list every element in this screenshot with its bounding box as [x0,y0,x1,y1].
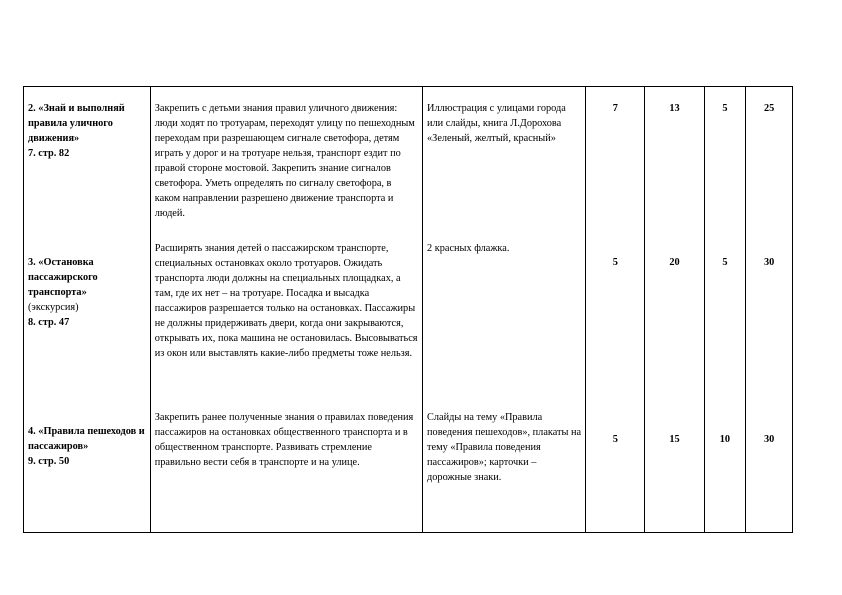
number-cell: 7 [586,87,645,242]
topic-cell [24,241,151,410]
number-cell: 5 [586,241,645,410]
number-cell: 25 [746,87,793,242]
topic-cell [24,87,151,242]
number-cell: 30 [746,241,793,410]
materials-cell: 2 красных флажка. [423,241,586,410]
table-row [24,410,793,533]
number-cell: 5 [586,410,645,533]
topic-reference: 8. стр. 47 [28,317,70,328]
topic-reference: 9. стр. 50 [28,456,70,467]
topic-reference: 7. стр. 82 [28,148,70,159]
goals-cell: Закрепить ранее полученные знания о правилах поведения пассажиров на остановках общественного транспорта и в общественном транспорте. Развивать стремление правильно вести себя в транспорте и на улице. [150,410,422,533]
materials-cell: Слайды на тему «Правила поведения пешеходов», плакаты на тему «Правила поведения пассажиров»; карточки – дорожные знаки. [423,410,586,533]
number-cell: 15 [645,410,704,533]
number-cell: 5 [704,87,746,242]
table-row [24,241,793,410]
topic-title: 3. «Остановка пассажирского транспорта» [28,257,98,298]
number-cell: 13 [645,87,704,242]
topic-cell [24,410,151,533]
number-cell: 30 [746,410,793,533]
goals-cell: Расширять знания детей о пассажирском транспорте, специальных остановках около тротуаров. Ожидать транспорта люди должны на специальных площадках, а там, где их нет – на тротуаре. Посадка и высадка пассажиров разрешается только на остановках. Пассажиры не должны придерживать двери, когда они закрываются, открывать их, пока машина не остановилась. Высовываться из окон или выставлять какие-либо предметы тоже нельзя. [150,241,422,410]
number-cell: 5 [704,241,746,410]
topic-title: 2. «Знай и выполняй правила уличного движения» [28,103,125,144]
topic-title: 4. «Правила пешеходов и пассажиров» [28,426,145,452]
number-cell: 10 [704,410,746,533]
materials-cell: Иллюстрация с улицами города или слайды, книга Л.Дорохова «Зеленый, желтый, красный» [423,87,586,242]
table-row [24,87,793,242]
goals-cell: Закрепить с детьми знания правил уличного движения: люди ходят по тротуарам, переходят улицу по пешеходным переходам при разрешающем сигнале светофора, детям играть у дорог и на тротуаре нельзя, транспорт ездит по правой стороне мостовой. Закрепить знание сигналов светофора. Уметь определять по сигналу светофора, в каком направлении разрешено движение транспорта и людей. [150,87,422,242]
number-cell: 20 [645,241,704,410]
lesson-plan-table [23,86,793,533]
topic-subtitle: (экскурсия) [28,302,79,313]
